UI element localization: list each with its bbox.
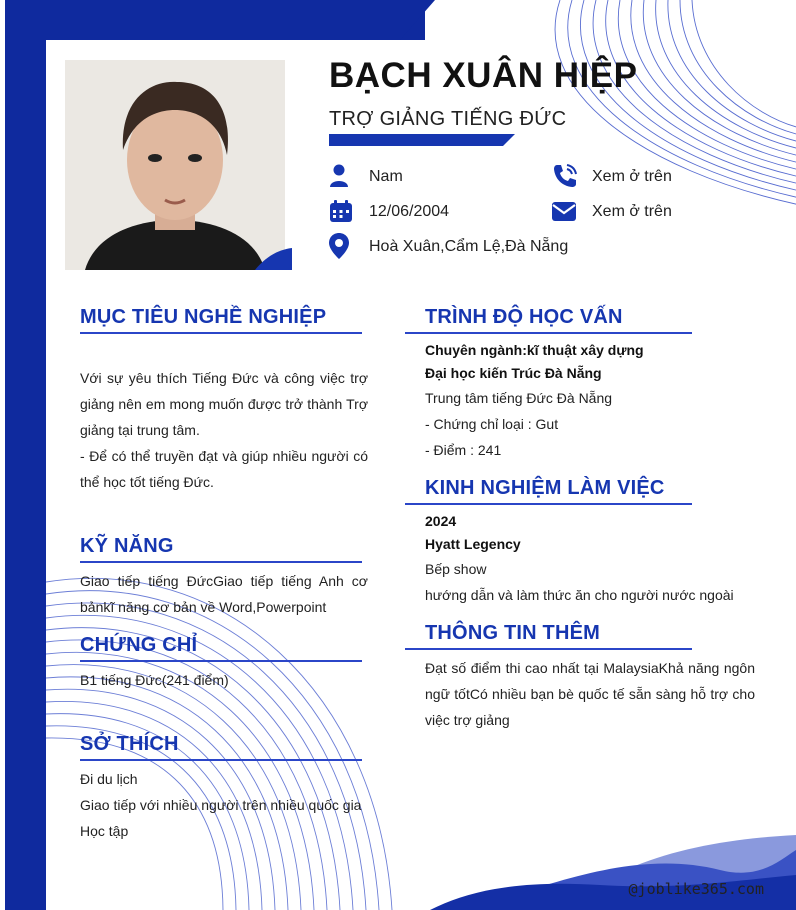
experience-section <box>425 510 765 608</box>
hobbies-title: SỞ THÍCH <box>80 733 179 755</box>
objective-line-1: Với sự yêu thích Tiếng Đức và công việc trợ giảng nên em mong muốn được trở thành Trợ giảng tại trung tâm. <box>80 370 368 438</box>
calendar-icon <box>329 199 353 228</box>
education-center: Trung tâm tiếng Đức Đà Nẵng <box>425 390 613 406</box>
experience-title: KINH NGHIỆM LÀM VIỆC <box>425 477 665 499</box>
photo-corner-accent <box>255 246 292 270</box>
skills-text: Giao tiếp tiếng ĐứcGiao tiếp tiếng Anh cơ bảnkĩ năng cơ bản về Word,Powerpoint <box>80 573 368 615</box>
birthdate-value: 12/06/2004 <box>369 203 450 220</box>
experience-description: hướng dẫn và làm thức ăn cho người nước ngoài <box>425 587 734 603</box>
objective-divider <box>80 332 362 334</box>
phone-icon <box>552 163 578 194</box>
hobbies-divider <box>80 759 362 761</box>
footer-watermark: @joblike365.com <box>628 880 764 898</box>
skills-title: KỸ NĂNG <box>80 535 174 557</box>
email-value: Xem ở trên <box>592 203 672 220</box>
education-score: - Điểm : 241 <box>425 442 502 458</box>
job-title: TRỢ GIẢNG TIẾNG ĐỨC <box>329 108 567 130</box>
education-title: TRÌNH ĐỘ HỌC VẤN <box>425 306 623 328</box>
top-bar-slant <box>380 0 440 40</box>
experience-divider <box>405 503 692 505</box>
gender-value: Nam <box>369 168 403 185</box>
certificates-divider <box>80 660 362 662</box>
education-school: Đại học kiến Trúc Đà Nẵng <box>425 365 602 381</box>
list-item: Giao tiếp với nhiều người trên nhiều quốc gia <box>80 797 362 813</box>
experience-company: Hyatt Legency <box>425 536 521 552</box>
objective-title: MỤC TIÊU NGHỀ NGHIỆP <box>80 306 327 328</box>
experience-year: 2024 <box>425 513 457 529</box>
additional-info-divider <box>405 648 692 650</box>
candidate-name: BẠCH XUÂN HIỆP <box>329 56 638 95</box>
education-divider <box>405 332 692 334</box>
phone-value: Xem ở trên <box>592 168 672 185</box>
title-underline-bar <box>329 134 515 146</box>
address-value: Hoà Xuân,Cẩm Lệ,Đà Nẵng <box>369 238 569 255</box>
experience-position: Bếp show <box>425 561 487 577</box>
education-section <box>425 339 765 463</box>
additional-info-text: Đạt số điểm thi cao nhất tại MalaysiaKhả năng ngôn ngữ tốtCó nhiều bạn bè quốc tế sẵn sàng hỗ trợ cho việc trợ giảng <box>425 660 755 728</box>
education-major: Chuyên ngành:kĩ thuật xây dựng <box>425 342 644 358</box>
top-header-bar <box>5 0 425 40</box>
profile-photo <box>65 60 285 270</box>
education-cert-type: - Chứng chỉ loại : Gut <box>425 416 559 432</box>
envelope-icon <box>552 200 576 227</box>
location-pin-icon <box>329 233 349 264</box>
left-sidebar-bar <box>5 0 46 910</box>
person-icon <box>329 164 349 193</box>
objective-section <box>80 365 368 495</box>
objective-line-2: - Để có thể truyền đạt và giúp nhiều người có thể học tốt tiếng Đức. <box>80 448 368 490</box>
hobbies-list <box>80 766 380 844</box>
list-item: Đi du lịch <box>80 771 138 787</box>
certificates-text: B1 tiếng Đức(241 điểm) <box>80 672 229 688</box>
list-item: Học tập <box>80 823 129 839</box>
skills-divider <box>80 561 362 563</box>
certificates-title: CHỨNG CHỈ <box>80 634 198 656</box>
additional-info-title: THÔNG TIN THÊM <box>425 622 601 644</box>
